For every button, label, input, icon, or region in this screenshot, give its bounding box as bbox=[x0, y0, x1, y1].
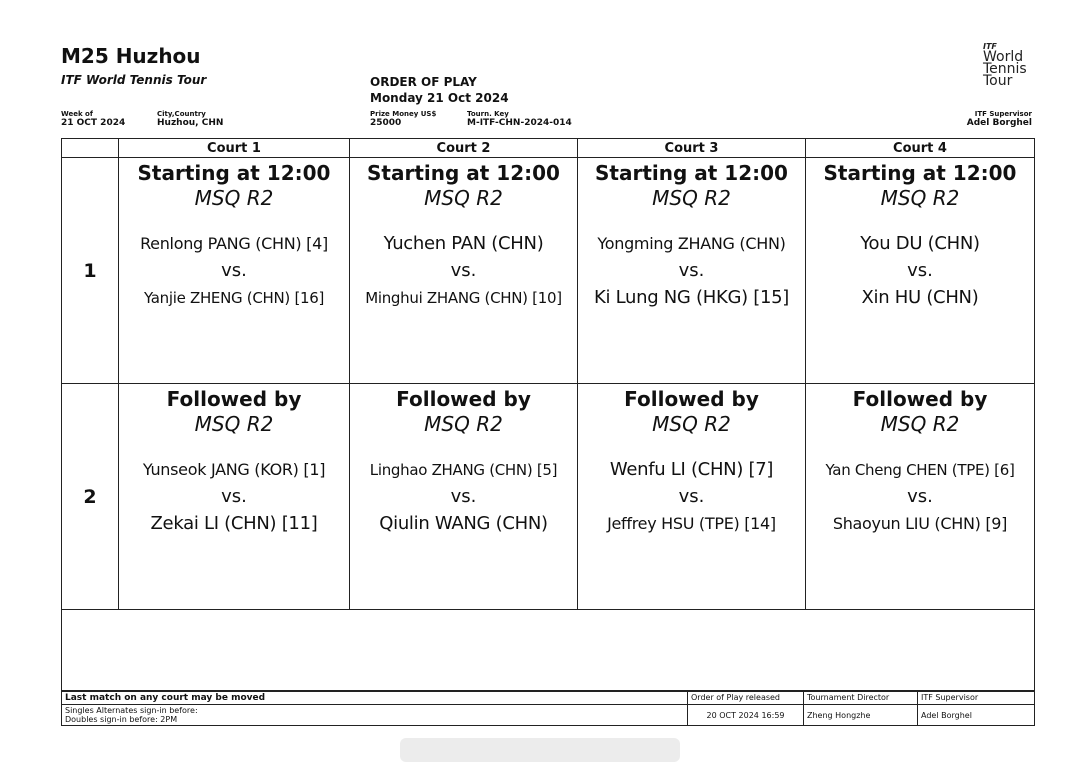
player-1: Renlong PANG (CHN) [4] bbox=[140, 234, 328, 253]
player-2: Ki Lung NG (HKG) [15] bbox=[593, 287, 790, 308]
event-code: MSQ R2 bbox=[194, 412, 274, 436]
event-code: MSQ R2 bbox=[652, 186, 731, 210]
player-2: Jeffrey HSU (TPE) [14] bbox=[607, 514, 776, 533]
start-time: Followed by bbox=[852, 387, 988, 411]
start-time: Starting at 12:00 bbox=[367, 161, 560, 185]
footer-table bbox=[61, 691, 1035, 726]
prize-value: 25000 bbox=[370, 118, 402, 128]
director-value: Zheng Hongzhe bbox=[804, 705, 918, 726]
player-2: Qiulin WANG (CHN) bbox=[379, 513, 548, 534]
player-1: Yongming ZHANG (CHN) bbox=[597, 234, 786, 253]
supervisor-footer-label: ITF Supervisor bbox=[918, 692, 1035, 705]
event-code: MSQ R2 bbox=[880, 412, 960, 436]
week-of-value: 21 OCT 2024 bbox=[61, 118, 126, 128]
city-field bbox=[157, 110, 223, 128]
singles-alternates: Singles Alternates sign-in before: bbox=[65, 706, 198, 715]
supervisor-footer-value: Adel Borghel bbox=[918, 705, 1035, 726]
start-time: Followed by bbox=[166, 387, 302, 411]
event-code: MSQ R2 bbox=[424, 186, 503, 210]
logo-line: Tennis bbox=[983, 61, 1027, 77]
tour-name: ITF World Tennis Tour bbox=[61, 73, 207, 87]
court-header-row bbox=[62, 139, 1035, 158]
last-match-note: Last match on any court may be moved bbox=[62, 692, 688, 705]
tournament-name: M25 Huzhou bbox=[61, 44, 201, 68]
court-header: Court 4 bbox=[806, 139, 1035, 158]
match-cell bbox=[578, 384, 806, 610]
round-row-1 bbox=[62, 158, 1035, 384]
director-label: Tournament Director bbox=[804, 692, 918, 705]
start-time: Followed by bbox=[396, 387, 531, 411]
event-code: MSQ R2 bbox=[424, 412, 503, 436]
prize-field bbox=[370, 110, 436, 128]
match-cell bbox=[806, 158, 1035, 384]
logo-line: World bbox=[983, 49, 1024, 65]
player-2: Xin HU (CHN) bbox=[861, 287, 979, 308]
event-code: MSQ R2 bbox=[880, 186, 960, 210]
round-number: 2 bbox=[62, 384, 119, 610]
tourn-key-field bbox=[467, 110, 572, 128]
versus: vs. bbox=[907, 486, 933, 507]
versus: vs. bbox=[450, 260, 477, 281]
released-value: 20 OCT 2024 16:59 bbox=[688, 705, 804, 726]
page-title: ORDER OF PLAY bbox=[370, 75, 477, 89]
match-cell bbox=[806, 384, 1035, 610]
event-code: MSQ R2 bbox=[652, 412, 731, 436]
city-value: Huzhou, CHN bbox=[157, 118, 224, 128]
player-1: Wenfu LI (CHN) [7] bbox=[609, 459, 774, 480]
versus: vs. bbox=[450, 486, 477, 507]
event-code: MSQ R2 bbox=[194, 186, 274, 210]
versus: vs. bbox=[678, 486, 705, 507]
week-of-label: Week of bbox=[61, 110, 93, 118]
play-date: Monday 21 Oct 2024 bbox=[370, 91, 509, 105]
itf-logo-mark: ITF bbox=[983, 42, 997, 51]
match-cell bbox=[350, 384, 578, 610]
player-1: You DU (CHN) bbox=[860, 233, 980, 254]
city-label: City,Country bbox=[157, 110, 206, 118]
empty-cell bbox=[62, 610, 1035, 691]
released-label: Order of Play released bbox=[688, 692, 804, 705]
player-2: Minghui ZHANG (CHN) [10] bbox=[365, 289, 562, 307]
supervisor-value: Adel Borghel bbox=[966, 118, 1032, 128]
corner-cell bbox=[62, 139, 119, 158]
player-2: Zekai LI (CHN) [11] bbox=[150, 513, 318, 534]
start-time: Followed by bbox=[624, 387, 759, 411]
player-1: Linghao ZHANG (CHN) [5] bbox=[369, 461, 558, 479]
blurred-watermark bbox=[400, 738, 680, 762]
empty-row bbox=[62, 610, 1035, 691]
player-1: Yuchen PAN (CHN) bbox=[383, 233, 544, 254]
player-2: Yanjie ZHENG (CHN) [16] bbox=[143, 289, 325, 307]
prize-label: Prize Money US$ bbox=[370, 110, 437, 118]
week-of-field bbox=[61, 110, 125, 128]
player-1: Yan Cheng CHEN (TPE) [6] bbox=[825, 461, 1015, 479]
player-1: Yunseok JANG (KOR) [1] bbox=[142, 460, 326, 479]
match-cell bbox=[119, 158, 350, 384]
supervisor-label: ITF Supervisor bbox=[974, 110, 1032, 118]
tourn-key-label: Tourn. Key bbox=[467, 110, 509, 118]
world-tennis-tour-logo bbox=[983, 42, 1035, 87]
order-of-play-grid bbox=[61, 138, 1035, 691]
player-2: Shaoyun LIU (CHN) [9] bbox=[832, 514, 1008, 533]
court-header: Court 3 bbox=[578, 139, 806, 158]
tourn-key-value: M-ITF-CHN-2024-014 bbox=[467, 118, 572, 128]
versus: vs. bbox=[221, 486, 247, 507]
match-cell bbox=[578, 158, 806, 384]
title-block bbox=[370, 74, 509, 106]
match-cell bbox=[119, 384, 350, 610]
court-header: Court 2 bbox=[350, 139, 578, 158]
doubles-sign-in: Doubles sign-in before: 2PM bbox=[65, 715, 178, 724]
match-cell bbox=[350, 158, 578, 384]
start-time: Starting at 12:00 bbox=[823, 161, 1017, 185]
court-header: Court 1 bbox=[119, 139, 350, 158]
versus: vs. bbox=[221, 260, 247, 281]
logo-line: Tour bbox=[983, 73, 1013, 89]
start-time: Starting at 12:00 bbox=[595, 161, 788, 185]
start-time: Starting at 12:00 bbox=[137, 161, 331, 185]
versus: vs. bbox=[907, 260, 933, 281]
versus: vs. bbox=[678, 260, 705, 281]
sign-in-info bbox=[62, 705, 688, 726]
round-row-2 bbox=[62, 384, 1035, 610]
round-number: 1 bbox=[62, 158, 119, 384]
supervisor-field bbox=[967, 110, 1032, 128]
